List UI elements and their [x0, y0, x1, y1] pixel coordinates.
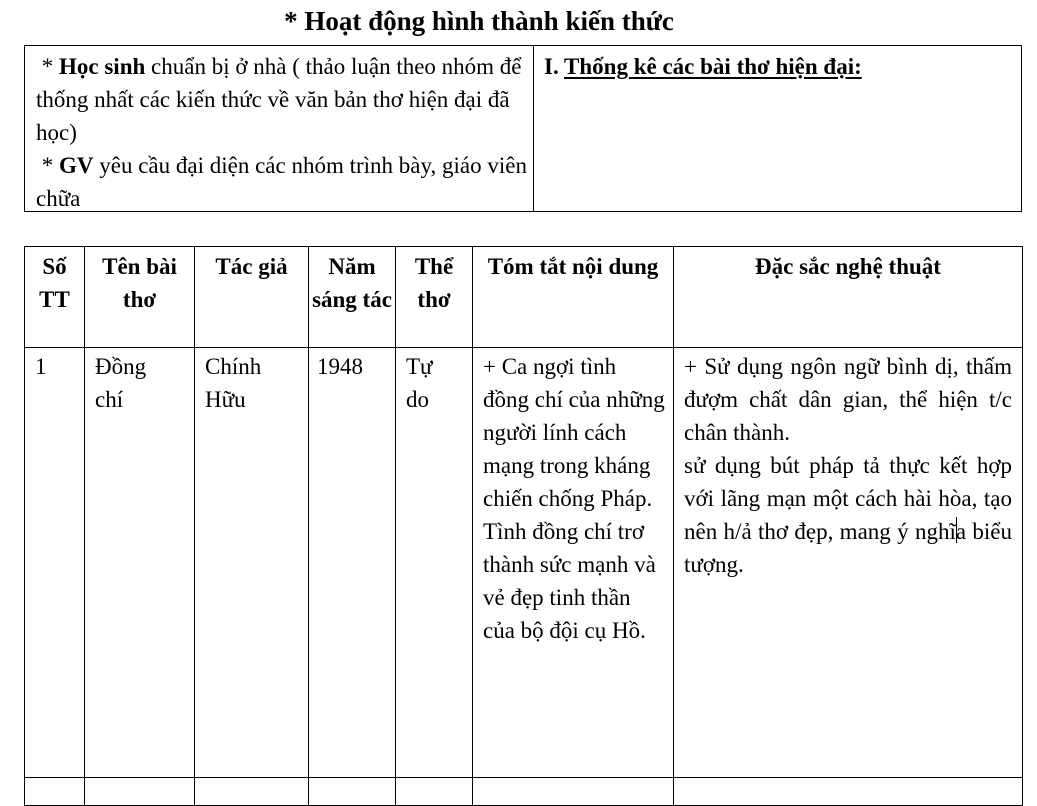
student-label: Học sinh [59, 54, 146, 79]
header-form: Thể thơ [396, 247, 473, 348]
intro-box [24, 45, 1022, 212]
cell-stt: 1 [25, 348, 85, 778]
section-heading [534, 46, 1021, 211]
bullet-star: * [36, 54, 59, 79]
teacher-instruction-text: yêu cầu đại diện các nhóm trình bày, giáo viên chữa [36, 153, 527, 211]
artistic-point-2-text-end: a biểu tượng. [684, 519, 1012, 577]
table-row-partial [25, 778, 1023, 806]
header-summary: Tóm tắt nội dung [473, 247, 674, 348]
page-heading: * Hoạt động hình thành kiến thức [284, 6, 674, 36]
section-numeral: I. [544, 54, 565, 79]
cell-empty [85, 778, 195, 806]
table-row [25, 348, 1023, 778]
artistic-point-2[interactable] [684, 449, 1012, 581]
section-title: Thống kê các bài thơ hiện đại: [564, 54, 862, 79]
student-instruction-text: chuẩn bị ở nhà ( thảo luận theo nhóm để thống nhất các kiến thức về văn bản thơ hiện đại đã học) [36, 54, 522, 145]
artistic-point-1: + Sử dụng ngôn ngữ bình dị, thấm đượm chất dân gian, thể hiện t/c chân thành. [684, 354, 1012, 445]
activity-description [25, 46, 534, 211]
cell-poem-name: Đồng chí [85, 348, 195, 778]
header-artistic-features: Đặc sắc nghệ thuật [674, 247, 1023, 348]
cell-empty [195, 778, 309, 806]
cell-empty [473, 778, 674, 806]
cell-empty [309, 778, 396, 806]
header-poem-name: Tên bài thơ [85, 247, 195, 348]
cell-form: Tự do [396, 348, 473, 778]
cell-empty [25, 778, 85, 806]
header-year: Năm sáng tác [309, 247, 396, 348]
bullet-star: * [36, 153, 59, 178]
student-instruction [36, 50, 533, 149]
cell-summary: + Ca ngợi tình đồng chí của những người lính cách mạng trong kháng chiến chống Pháp. Tình đồng chí trơ thành sức mạnh và vẻ đẹp tinh thần của bộ đội cụ Hồ. [473, 348, 674, 778]
cell-empty [674, 778, 1023, 806]
header-stt: Số TT [25, 247, 85, 348]
teacher-instruction [36, 149, 533, 215]
table-header-row [25, 247, 1023, 348]
cell-artistic-features [674, 348, 1023, 778]
cell-author: Chính Hữu [195, 348, 309, 778]
header-author: Tác giả [195, 247, 309, 348]
cell-empty [396, 778, 473, 806]
artistic-point-2-text: sử dụng bút pháp tả thực kết hợp với lãng mạn một cách hài hòa, tạo nên h/ả thơ đẹp, mang ý nghĩ [684, 453, 1012, 544]
teacher-label: GV [59, 153, 94, 178]
cell-year: 1948 [309, 348, 396, 778]
poem-statistics-table [24, 246, 1023, 806]
